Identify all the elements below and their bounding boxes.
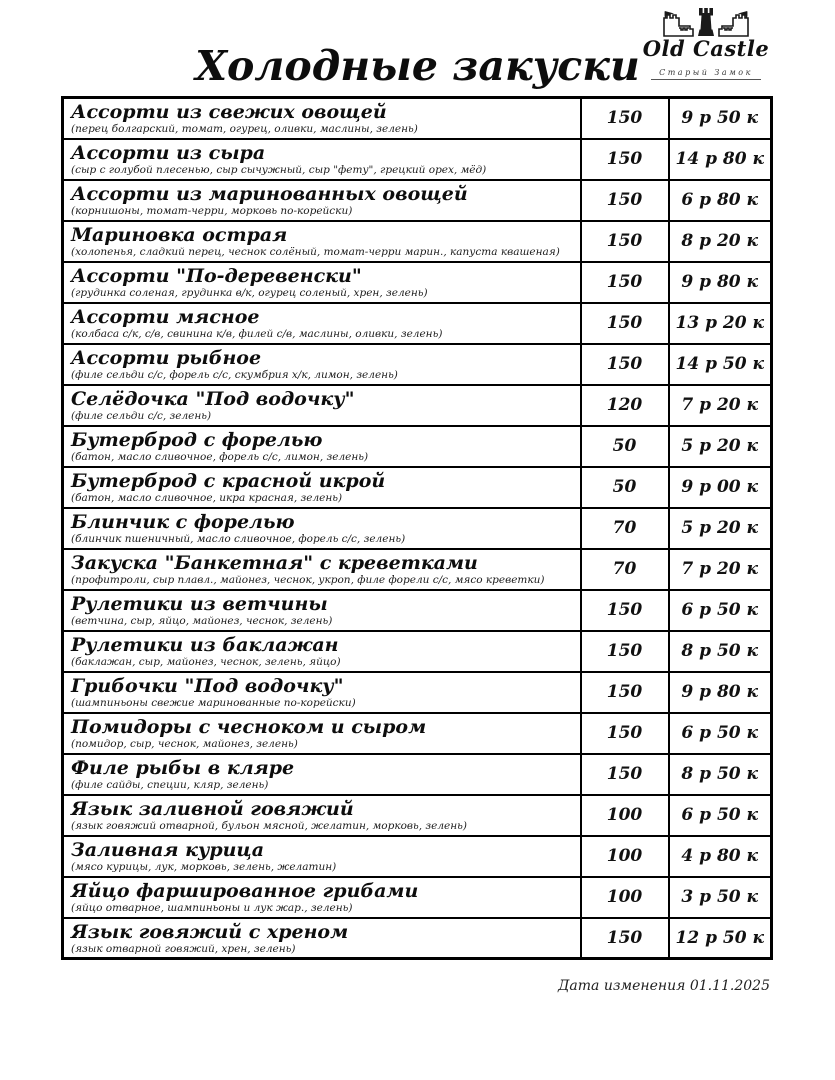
item-description: (ветчина, сыр, яйцо, майонез, чеснок, зелень) [71,615,333,627]
item-weight: 150 [581,590,669,631]
table-row [63,221,772,262]
table-row [63,344,772,385]
item-weight: 150 [581,672,669,713]
item-weight: 50 [581,467,669,508]
item-price: 6 р 80 к [669,180,772,221]
item-price: 5 р 20 к [669,426,772,467]
item-description: (мясо курицы, лук, морковь, зелень, желатин) [71,861,337,873]
item-name: Ассорти из сыра [71,142,266,164]
table-row [63,467,772,508]
item-name: Бутерброд с красной икрой [71,470,386,492]
item-description: (филе сайды, специи, кляр, зелень) [71,779,269,791]
table-row [63,795,772,836]
item-description: (баклажан, сыр, майонез, чеснок, зелень, яйцо) [71,656,341,668]
table-row [63,877,772,918]
date-modified: Дата изменения 01.11.2025 [558,978,770,994]
item-price: 6 р 50 к [669,795,772,836]
item-name: Мариновка острая [71,224,288,246]
item-weight: 150 [581,139,669,180]
item-description: (блинчик пшеничный, масло сливочное, форель с/с, зелень) [71,533,406,545]
item-price: 13 р 20 к [669,303,772,344]
item-name: Язык заливной говяжий [71,798,354,820]
item-weight: 100 [581,795,669,836]
item-price: 5 р 20 к [669,508,772,549]
item-price: 9 р 80 к [669,672,772,713]
item-name: Рулетики из баклажан [71,634,339,656]
item-description: (помидор, сыр, чеснок, майонез, зелень) [71,738,298,750]
item-description: (грудинка соленая, грудинка в/к, огурец соленый, хрен, зелень) [71,287,428,299]
table-row [63,836,772,877]
item-name: Ассорти рыбное [71,347,262,369]
item-description: (филе сельди с/с, зелень) [71,410,212,422]
item-weight: 150 [581,221,669,262]
logo-title: Old Castle [642,36,770,61]
table-row [63,713,772,754]
item-description: (корнишоны, томат-черри, морковь по-корейски) [71,205,353,217]
menu-table [61,96,773,960]
item-weight: 150 [581,344,669,385]
item-price: 7 р 20 к [669,549,772,590]
item-weight: 150 [581,180,669,221]
table-row [63,631,772,672]
item-name: Язык говяжий с хреном [71,920,349,943]
item-price: 7 р 20 к [669,385,772,426]
table-row [63,590,772,631]
item-price: 14 р 50 к [669,344,772,385]
item-description: (профитроли, сыр плавл., майонез, чеснок, укроп, филе форели с/с, мясо креветки) [71,574,545,586]
item-price: 12 р 50 к [669,918,772,959]
item-price: 3 р 50 к [669,877,772,918]
table-row [63,918,772,959]
item-description: (батон, масло сливочное, икра красная, зелень) [71,492,343,504]
item-price: 9 р 80 к [669,262,772,303]
item-name: Заливная курица [71,839,265,861]
item-description: (сыр с голубой плесенью, сыр сычужный, сыр "фету", грецкий орех, мёд) [71,164,487,176]
item-description: (филе сельди с/с, форель с/с, скумбрия х/к, лимон, зелень) [71,369,398,381]
item-name: Грибочки "Под водочку" [71,675,344,697]
item-weight: 70 [581,549,669,590]
item-price: 8 р 20 к [669,221,772,262]
item-description: (язык говяжий отварной, бульон мясной, желатин, морковь, зелень) [71,820,467,832]
menu-table-body [63,98,772,959]
item-name: Ассорти из маринованных овощей [71,183,468,205]
table-row [63,754,772,795]
item-weight: 150 [581,303,669,344]
table-row [63,672,772,713]
table-row [63,426,772,467]
item-name: Ассорти мясное [71,306,260,328]
item-name: Закуска "Банкетная" с креветками [71,552,478,574]
item-name: Филе рыбы в кляре [71,757,295,779]
item-description: (яйцо отварное, шампиньоны и лук жар., зелень) [71,902,353,914]
item-description: (шампиньоны свежие маринованные по-корейски) [71,697,356,709]
item-name: Ассорти из свежих овощей [71,101,387,124]
item-price: 14 р 80 к [669,139,772,180]
item-name: Блинчик с форелью [71,511,295,533]
logo-subtitle: Старый Замок [651,67,761,80]
item-price: 6 р 50 к [669,713,772,754]
item-name: Яйцо фаршированное грибами [71,880,419,902]
item-price: 8 р 50 к [669,631,772,672]
item-weight: 150 [581,631,669,672]
table-row [63,385,772,426]
table-row [63,262,772,303]
page-title: Холодные закуски [195,42,640,90]
table-row [63,508,772,549]
item-weight: 150 [581,713,669,754]
table-row [63,180,772,221]
item-description: (колбаса с/к, с/в, свинина к/в, филей с/в, маслины, оливки, зелень) [71,328,443,340]
table-row [63,549,772,590]
table-row [63,139,772,180]
item-description: (язык отварной говяжий, хрен, зелень) [71,942,296,955]
item-weight: 70 [581,508,669,549]
item-price: 8 р 50 к [669,754,772,795]
item-name: Селёдочка "Под водочку" [71,388,355,410]
table-row [63,98,772,139]
item-price: 9 р 00 к [669,467,772,508]
item-weight: 100 [581,877,669,918]
item-name: Ассорти "По-деревенски" [71,265,362,287]
item-weight: 100 [581,836,669,877]
item-price: 6 р 50 к [669,590,772,631]
item-name: Помидоры с чесноком и сыром [71,716,427,738]
item-weight: 150 [581,918,669,959]
item-weight: 150 [581,262,669,303]
item-weight: 120 [581,385,669,426]
item-description: (холопенья, сладкий перец, чеснок солёный, томат-черри марин., капуста квашеная) [71,246,560,258]
item-price: 4 р 80 к [669,836,772,877]
item-price: 9 р 50 к [669,98,772,139]
item-description: (батон, масло сливочное, форель с/с, лимон, зелень) [71,451,369,463]
item-weight: 150 [581,98,669,139]
item-name: Бутерброд с форелью [71,429,323,451]
table-row [63,303,772,344]
item-description: (перец болгарский, томат, огурец, оливки, маслины, зелень) [71,123,418,136]
item-weight: 150 [581,754,669,795]
item-name: Рулетики из ветчины [71,593,328,615]
item-weight: 50 [581,426,669,467]
